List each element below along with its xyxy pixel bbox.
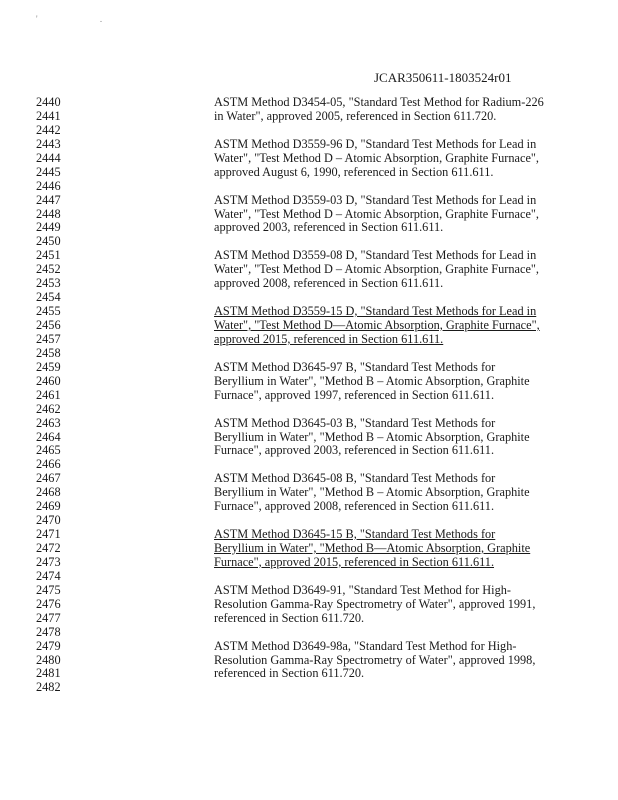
line-text: Furnace", approved 2008, referenced in Section 611.611. [214, 499, 495, 514]
line-number: 2469 [36, 499, 61, 514]
text-line [0, 152, 618, 166]
line-text: Water", "Test Method D – Atomic Absorption, Graphite Furnace", [214, 206, 540, 221]
text-line [0, 124, 618, 138]
line-text: ASTM Method D3649-91, "Standard Test Method for High- [214, 582, 511, 597]
text-line [0, 305, 618, 319]
text-line [0, 166, 618, 180]
text-line [0, 514, 618, 528]
line-text: ASTM Method D3559-96 D, "Standard Test Methods for Lead in [214, 136, 537, 151]
line-number: 2451 [36, 248, 61, 263]
text-line [0, 612, 618, 626]
text-line [0, 667, 618, 681]
line-number: 2457 [36, 331, 61, 346]
line-number: 2475 [36, 582, 61, 597]
line-text: referenced in Section 611.720. [214, 610, 365, 625]
line-number: 2468 [36, 485, 61, 500]
line-number: 2464 [36, 429, 61, 444]
text-line [0, 319, 618, 333]
line-number: 2462 [36, 401, 61, 416]
text-line [0, 361, 618, 375]
line-number: 2440 [36, 95, 61, 109]
line-number: 2471 [36, 527, 61, 542]
line-text: Water", "Test Method D – Atomic Absorption, Graphite Furnace", [214, 150, 540, 165]
inserted-text: ASTM Method D3645-15 B, "Standard Test Methods for [214, 527, 496, 542]
text-line [0, 598, 618, 612]
line-number: 2474 [36, 568, 61, 583]
text-line [0, 654, 618, 668]
line-number: 2482 [36, 680, 61, 695]
line-text: ASTM Method D3559-03 D, "Standard Test Methods for Lead in [214, 192, 537, 207]
line-text: ASTM Method D3559-08 D, "Standard Test Methods for Lead in [214, 248, 537, 263]
inserted-text: ASTM Method D3559-15 D, "Standard Test Methods for Lead in [214, 304, 537, 319]
text-line [0, 403, 618, 417]
line-number: 2460 [36, 373, 61, 388]
text-line [0, 235, 618, 249]
line-number: 2442 [36, 122, 61, 137]
line-number: 2465 [36, 443, 61, 458]
line-number: 2456 [36, 318, 61, 332]
text-line [0, 263, 618, 277]
text-line [0, 96, 618, 110]
line-number: 2459 [36, 359, 61, 374]
text-line [0, 556, 618, 570]
line-number: 2463 [36, 415, 61, 430]
numbered-lines [0, 96, 618, 695]
line-number: 2473 [36, 554, 61, 569]
text-line [0, 528, 618, 542]
line-number: 2445 [36, 164, 61, 179]
line-number: 2454 [36, 290, 61, 305]
line-text: approved 2008, referenced in Section 611.611. [214, 276, 444, 291]
line-number: 2449 [36, 220, 61, 235]
line-text: Beryllium in Water", "Method B – Atomic Absorption, Graphite [214, 373, 530, 388]
text-line [0, 389, 618, 403]
text-line [0, 333, 618, 347]
line-text: Furnace", approved 2003, referenced in Section 611.611. [214, 443, 495, 458]
text-line [0, 584, 618, 598]
text-line [0, 500, 618, 514]
line-text: ASTM Method D3645-08 B, "Standard Test Methods for [214, 471, 496, 486]
text-line [0, 347, 618, 361]
text-line [0, 626, 618, 640]
line-text: ASTM Method D3454-05, "Standard Test Method for Radium-226 [214, 95, 544, 109]
line-text: Furnace", approved 1997, referenced in Section 611.611. [214, 387, 495, 402]
text-line [0, 640, 618, 654]
line-number: 2453 [36, 276, 61, 291]
line-number: 2477 [36, 610, 61, 625]
line-number: 2480 [36, 652, 61, 667]
inserted-text: Beryllium in Water", "Method B—Atomic Absorption, Graphite [214, 541, 531, 555]
line-text: referenced in Section 611.720. [214, 666, 365, 681]
text-line [0, 542, 618, 556]
line-number: 2481 [36, 666, 61, 681]
text-line [0, 444, 618, 458]
line-text: Water", "Test Method D – Atomic Absorption, Graphite Furnace", [214, 262, 540, 277]
text-line [0, 221, 618, 235]
line-number: 2452 [36, 262, 61, 277]
line-number: 2455 [36, 304, 61, 319]
inserted-text: Furnace", approved 2015, referenced in Section 611.611. [214, 554, 495, 569]
text-line [0, 277, 618, 291]
line-number: 2461 [36, 387, 61, 402]
text-line [0, 431, 618, 445]
text-line [0, 472, 618, 486]
line-text: Resolution Gamma-Ray Spectrometry of Water", approved 1991, [214, 596, 536, 611]
line-number: 2441 [36, 108, 61, 123]
scan-marks: ' . [36, 14, 133, 24]
line-text: approved 2003, referenced in Section 611.611. [214, 220, 444, 235]
text-line [0, 458, 618, 472]
line-number: 2470 [36, 513, 61, 528]
line-number: 2458 [36, 345, 61, 360]
line-number: 2467 [36, 471, 61, 486]
line-number: 2478 [36, 624, 61, 639]
text-line [0, 486, 618, 500]
document-id: JCAR350611-1803524r01 [374, 70, 512, 85]
line-number: 2450 [36, 234, 61, 249]
text-line [0, 180, 618, 194]
text-line [0, 208, 618, 222]
line-number: 2447 [36, 192, 61, 207]
line-number: 2476 [36, 596, 61, 611]
line-text: approved August 6, 1990, referenced in Section 611.611. [214, 164, 494, 179]
line-number: 2479 [36, 638, 61, 653]
line-text: ASTM Method D3645-03 B, "Standard Test Methods for [214, 415, 496, 430]
line-text: Beryllium in Water", "Method B – Atomic Absorption, Graphite [214, 429, 530, 444]
inserted-text: approved 2015, referenced in Section 611.611. [214, 331, 444, 346]
text-line [0, 291, 618, 305]
line-number: 2446 [36, 178, 61, 193]
text-line [0, 138, 618, 152]
line-number: 2466 [36, 457, 61, 472]
line-text: ASTM Method D3649-98a, "Standard Test Method for High- [214, 638, 517, 653]
line-text: ASTM Method D3645-97 B, "Standard Test Methods for [214, 359, 496, 374]
text-line [0, 375, 618, 389]
text-line [0, 570, 618, 584]
line-number: 2443 [36, 136, 61, 151]
text-line [0, 249, 618, 263]
line-number: 2448 [36, 206, 61, 221]
text-line [0, 110, 618, 124]
text-line [0, 417, 618, 431]
text-line [0, 194, 618, 208]
line-text: in Water", approved 2005, referenced in Section 611.720. [214, 108, 497, 123]
line-text: Beryllium in Water", "Method B – Atomic Absorption, Graphite [214, 485, 530, 500]
line-text: Resolution Gamma-Ray Spectrometry of Water", approved 1998, [214, 652, 536, 667]
text-line [0, 681, 618, 695]
inserted-text: Water", "Test Method D—Atomic Absorption, Graphite Furnace", [214, 318, 540, 332]
line-number: 2472 [36, 541, 61, 555]
line-number: 2444 [36, 150, 61, 165]
